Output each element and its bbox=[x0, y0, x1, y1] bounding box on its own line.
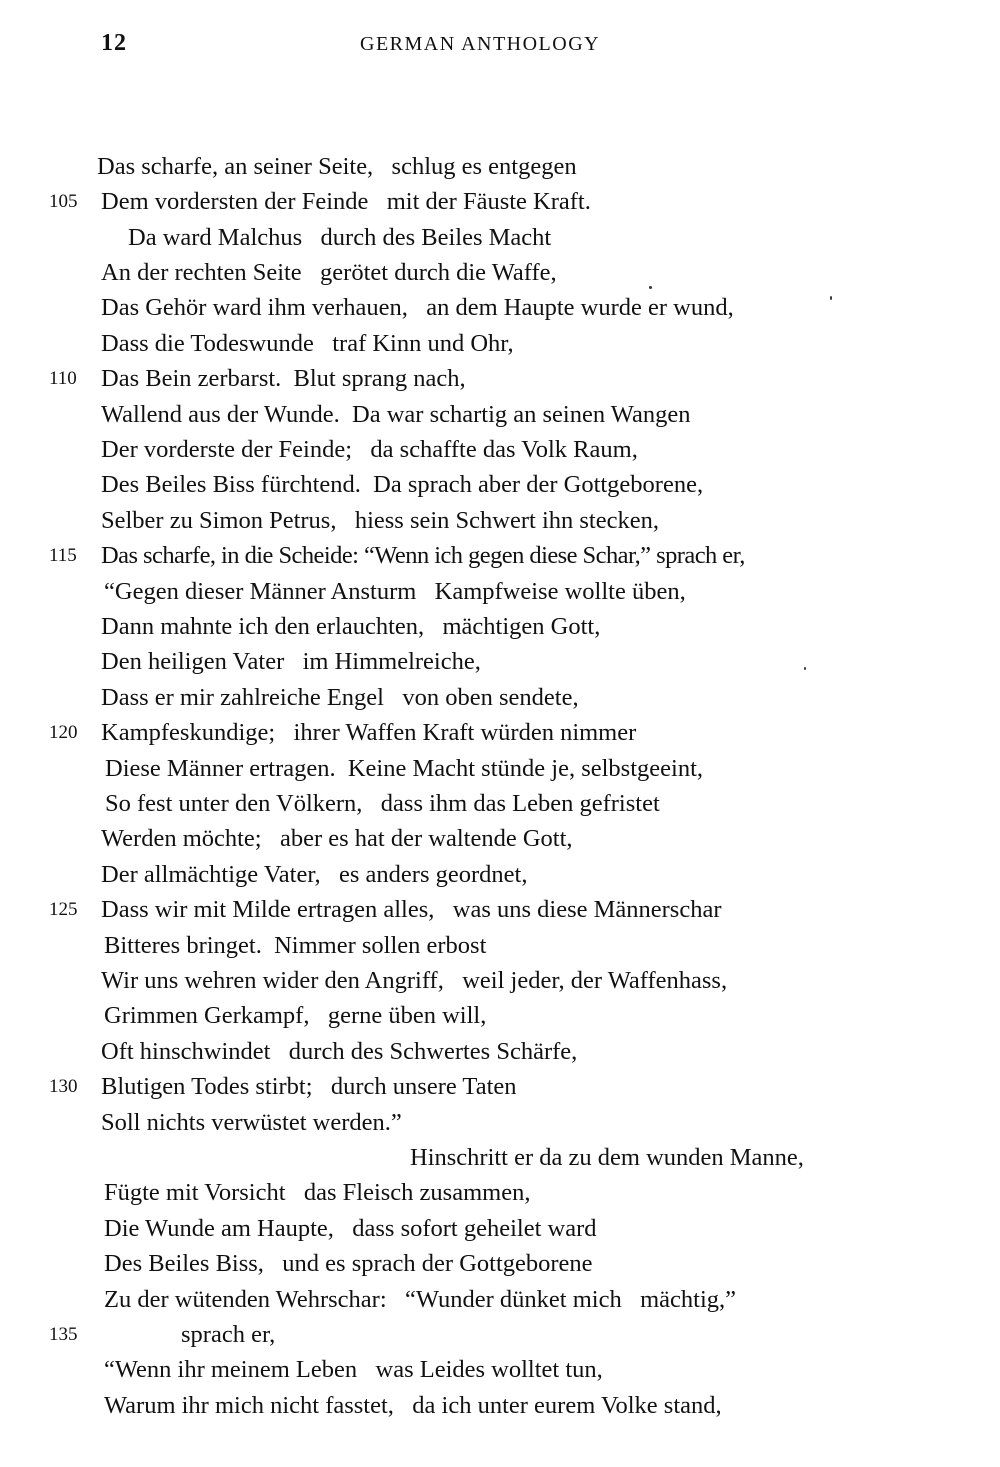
verse-text: Dann mahnte ich den erlauchten, mächtigen Gott, bbox=[101, 613, 601, 640]
verse-line bbox=[0, 78, 1000, 180]
line-number: 130 bbox=[49, 1076, 78, 1098]
verse-text: Wallend aus der Wunde. Da war schartig an seinen Wangen bbox=[101, 400, 691, 428]
verse-text: Werden möchte; aber es hat der waltende Gott, bbox=[101, 825, 573, 853]
verse-text: Des Beiles Biss, und es sprach der Gottgeborene bbox=[104, 1250, 593, 1278]
verse-text: “Gegen dieser Männer Ansturm Kampfweise wollte üben, bbox=[104, 577, 686, 605]
verse-text: Grimmen Gerkampf, gerne üben will, bbox=[104, 1002, 487, 1030]
verse-text: Bitteres bringet. Nimmer sollen erbost bbox=[104, 931, 487, 959]
line-number: 105 bbox=[49, 191, 78, 213]
verse-text: Das scharfe, an seiner Seite, schlug es entgegen bbox=[97, 152, 577, 180]
line-number: 135 bbox=[49, 1324, 78, 1345]
verse-text: Blutigen Todes stirbt; durch unsere Taten bbox=[101, 1073, 517, 1101]
verse-text: So fest unter den Völkern, dass ihm das Leben gefristet bbox=[105, 790, 660, 817]
verse-text: Wir uns wehren wider den Angriff, weil jeder, der Waffenhass, bbox=[101, 967, 728, 994]
verse-text: Warum ihr mich nicht fasstet, da ich unter eurem Volke stand, bbox=[104, 1391, 722, 1419]
verse-text: Die Wunde am Haupte, dass sofort geheilet ward bbox=[104, 1214, 597, 1242]
verse-text: Den heiligen Vater im Himmelreiche, bbox=[101, 648, 481, 676]
verse-text: Oft hinschwindet durch des Schwertes Schärfe, bbox=[101, 1037, 578, 1065]
verse-text: Soll nichts verwüstet werden.” bbox=[101, 1108, 402, 1136]
verse-text: Selber zu Simon Petrus, hiess sein Schwert ihn stecken, bbox=[101, 506, 659, 534]
verse-text: Des Beiles Biss fürchtend. Da sprach aber der Gottgeborene, bbox=[101, 471, 704, 499]
scan-speck bbox=[830, 296, 832, 300]
verse-text: Dass er mir zahlreiche Engel von oben sendete, bbox=[101, 683, 579, 711]
verse-text: Da ward Malchus durch des Beiles Macht bbox=[128, 223, 552, 251]
verse-text: Hinschritt er da zu dem wunden Manne, bbox=[410, 1144, 804, 1171]
verse-text: Das Bein zerbarst. Blut sprang nach, bbox=[101, 365, 466, 393]
line-number: 120 bbox=[49, 722, 78, 744]
verse-text: Der vorderste der Feinde; da schaffte das Volk Raum, bbox=[101, 436, 638, 463]
verse-text: Diese Männer ertragen. Keine Macht stünde je, selbstgeeint, bbox=[105, 754, 704, 782]
verse-text: “Wenn ihr meinem Leben was Leides wolltet tun, bbox=[104, 1356, 603, 1384]
verse-text: Der allmächtige Vater, es anders geordnet, bbox=[101, 860, 528, 888]
line-number: 115 bbox=[49, 545, 77, 567]
verse-text: sprach er, bbox=[181, 1321, 276, 1348]
verse-text: Kampfeskundige; ihrer Waffen Kraft würden nimmer bbox=[101, 719, 637, 747]
page-number: 12 bbox=[101, 30, 127, 56]
verse-text: Das Gehör ward ihm verhauen, an dem Haupte wurde er wund, bbox=[101, 294, 734, 322]
verse-text: Das scharfe, in die Scheide: “Wenn ich gegen diese Schar,” sprach er, bbox=[101, 542, 745, 570]
verse-text: Dass die Todeswunde traf Kinn und Ohr, bbox=[101, 329, 514, 357]
line-number: 125 bbox=[49, 899, 78, 921]
running-title: GERMAN ANTHOLOGY bbox=[360, 33, 601, 55]
line-number: 110 bbox=[49, 368, 77, 390]
verse-text: Fügte mit Vorsicht das Fleisch zusammen, bbox=[104, 1179, 531, 1207]
scan-speck bbox=[804, 667, 806, 670]
verse-text: Dass wir mit Milde ertragen alles, was uns diese Männerschar bbox=[101, 896, 722, 924]
verse-text: Dem vordersten der Feinde mit der Fäuste Kraft. bbox=[101, 188, 591, 216]
verse-text: Zu der wütenden Wehrschar: “Wunder dünket mich mächtig,” bbox=[104, 1285, 737, 1313]
scan-speck bbox=[649, 286, 652, 289]
verse-text: An der rechten Seite gerötet durch die Waffe, bbox=[101, 259, 557, 286]
